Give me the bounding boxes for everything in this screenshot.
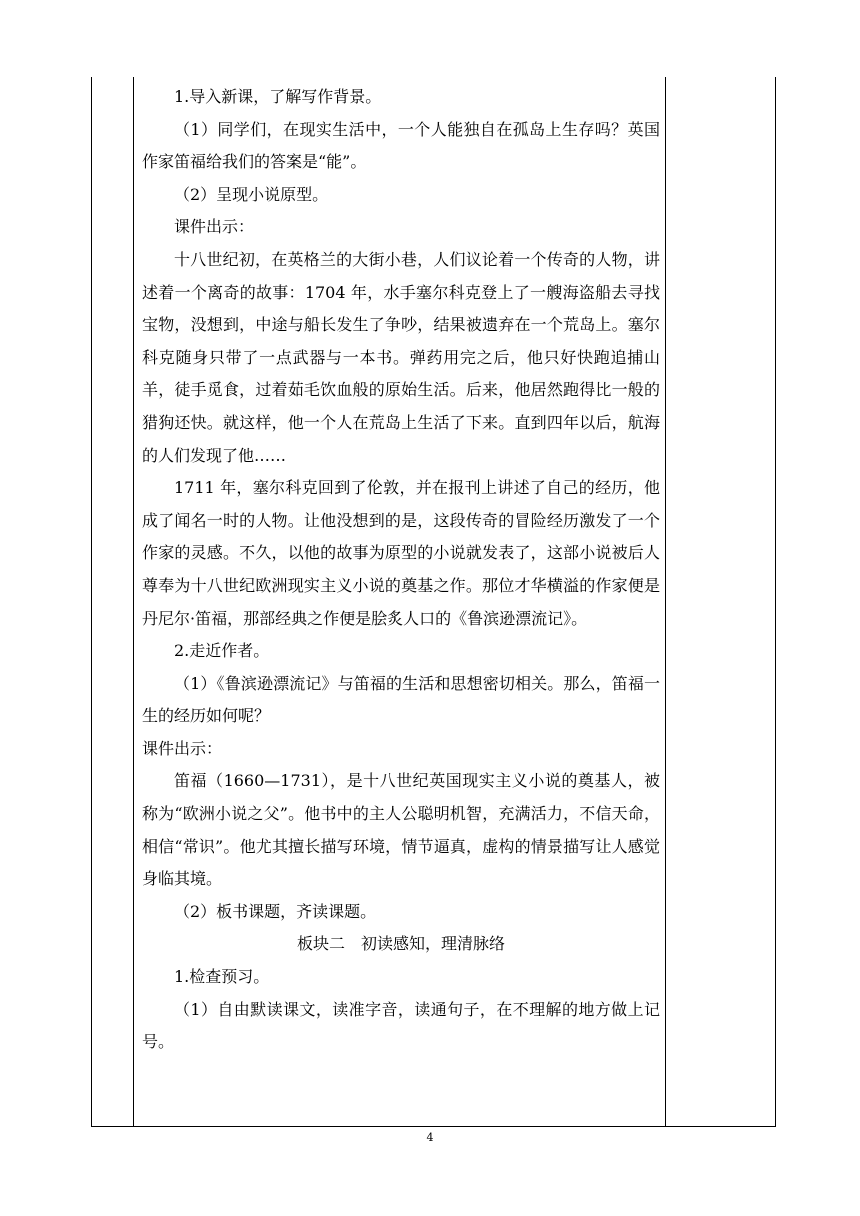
table-column-divider-left [133,77,134,1127]
paragraph-courseware-label: 课件出示： [174,217,255,237]
paragraph-author-bio: 笛福（1660—1731），是十八世纪英国现实主义小说的奠基人，被称为“欧洲小说之父”。他书中的主人公聪明机智，充满活力，不信天命，相信“常识”。他尤其擅长描写环境，情节逼真，虚构的情景描写让人感觉身临其境。 [142,771,660,889]
paragraph-silent-reading: （1）自由默读课文，读准字音，读通句子，在不理解的地方做上记号。 [142,999,660,1052]
page-number: 4 [426,1131,434,1144]
paragraph-preview-check: 1.检查预习。 [174,967,270,987]
paragraph-author-step: 2.走近作者。 [174,641,270,661]
paragraph-return: 1711 年，塞尔科克回到了伦敦，并在报刊上讲述了自己的经历，他成了闻名一时的人物。让他没想到的是，这段传奇的冒险经历激发了一个作家的灵感。不久，以他的故事为原型的小说就发表了，这部小说被后人尊奉为十八世纪欧洲现实主义小说的奠基之作。那位才华横溢的作家便是丹尼尔·笛福，那部经典之作便是脍炙人口的《鲁滨逊漂流记》。 [142,478,660,628]
section-heading: 板块二 初读感知，理清脉络 [296,934,505,954]
lesson-content [142,81,660,1059]
paragraph-title-reading: （2）板书课题，齐读课题。 [174,901,377,921]
paragraph-courseware-label-2: 课件出示： [142,738,223,758]
paragraph-story: 十八世纪初，在英格兰的大街小巷，人们议论着一个传奇的人物，讲述着一个离奇的故事：1704 年，水手塞尔科克登上了一艘海盗船去寻找宝物，没想到，中途与船长发生了争吵，结果被遗弃在一个荒岛上。塞尔科克随身只带了一点武器与一本书。弹药用完之后，他只好快跑追捕山羊，徒手觅食，过着茹毛饮血般的原始生活。后来，他居然跑得比一般的猎狗还快。就这样，他一个人在荒岛上生活了下来。直到四年以后，航海的人们发现了他…… [142,249,660,465]
paragraph-author-question: （1）《鲁滨逊漂流记》与笛福的生活和思想密切相关。那么，笛福一生的经历如何呢？ [142,673,660,726]
paragraph-question: （1）同学们，在现实生活中，一个人能独自在孤岛上生存吗？英国作家笛福给我们的答案是“能”。 [142,119,660,172]
paragraph-intro-step: 1.导入新课，了解写作背景。 [174,87,382,106]
paragraph-prototype: （2）呈现小说原型。 [174,184,329,204]
table-column-divider-right [665,77,666,1127]
